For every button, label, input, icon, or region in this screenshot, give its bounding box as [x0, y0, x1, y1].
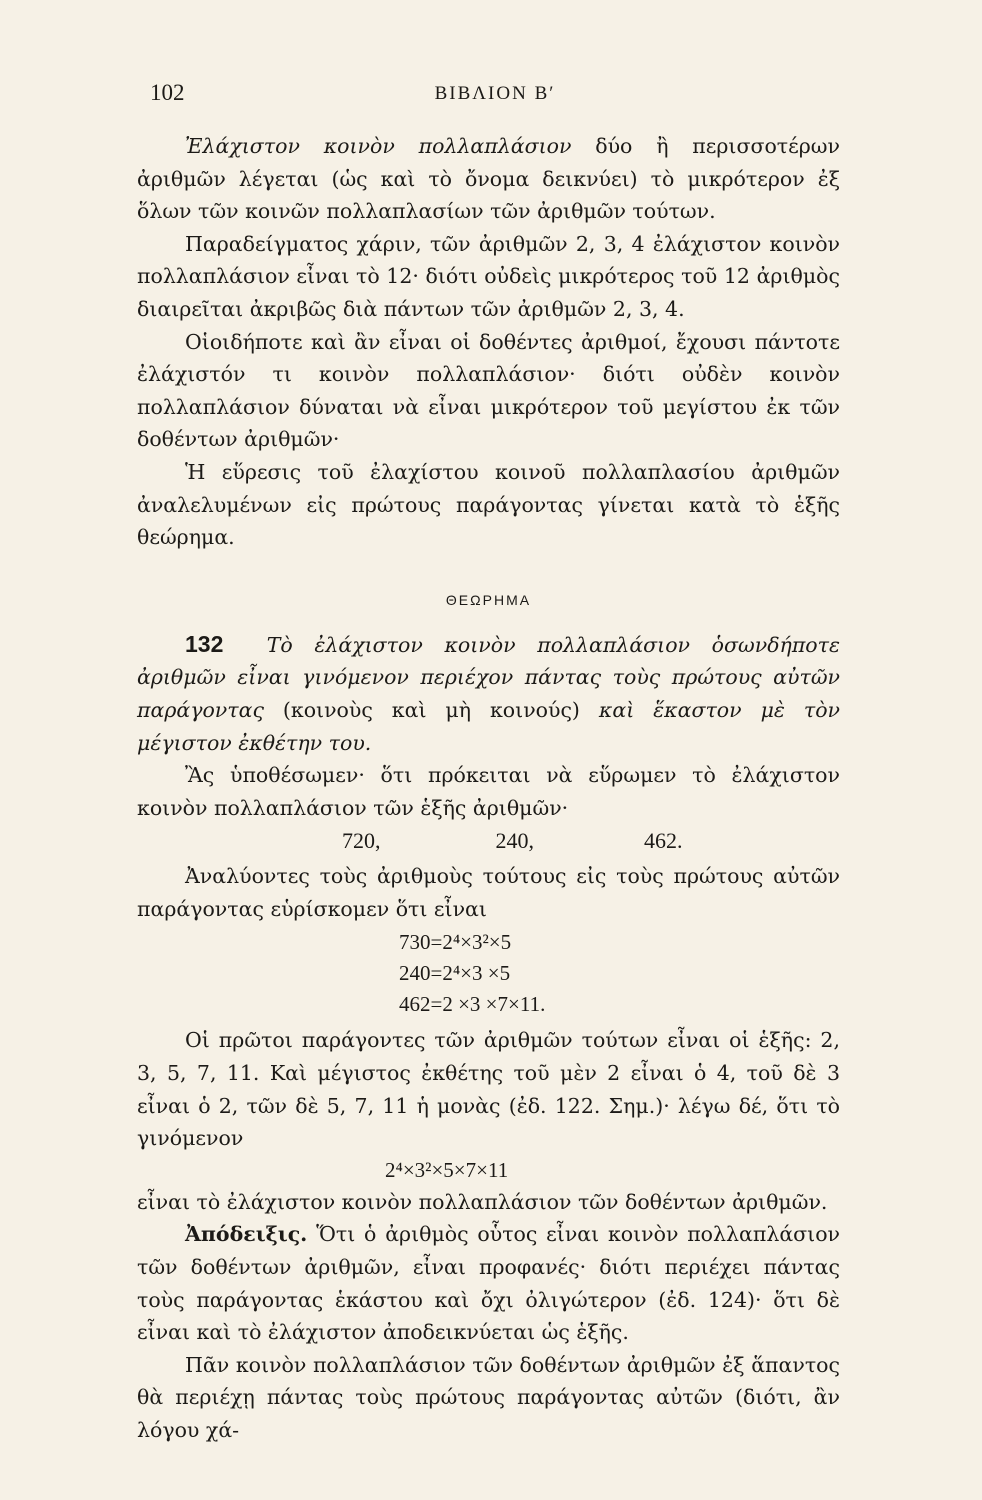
assumption-paragraph: Ἂς ὑποθέσωμεν· ὅτι πρόκειται νὰ εὕρωμεν τὸ ἐλάχιστον κοινὸν πολλαπλάσιον τῶν ἑξῆς ἀριθμῶν·	[137, 763, 840, 820]
proof-label: Ἀπόδειξις.	[185, 1222, 308, 1247]
final-paragraph: Πᾶν κοινὸν πολλαπλάσιον τῶν δοθέντων ἀριθμῶν ἐξ ἅπαντος θὰ περιέχῃ πάντας τοὺς πρώτους παράγοντας αὐτῶν (διότι, ἂν λόγου χά-	[137, 1352, 840, 1442]
factorization-line: 462=2 ×3 ×7×11.	[399, 992, 546, 1017]
defined-term: Ἐλάχιστον κοινὸν πολλαπλάσιον	[185, 134, 572, 158]
definition-paragraph	[137, 130, 840, 228]
proof-paragraph	[137, 1218, 840, 1348]
number-720: 720,	[342, 828, 381, 854]
factorization-line: 240=2⁴×3 ×5	[399, 961, 511, 986]
existence-paragraph: Οἱοιδήποτε καὶ ἂν εἶναι οἱ δοθέντες ἀριθμοί, ἔχουσι πάντοτε ἐλάχιστόν τι κοινὸν πολλαπλάσιον· διότι οὐδὲν κοινὸν πολλαπλάσιον δύναται νὰ εἶναι μικρότερον τοῦ μεγίστου ἐκ τῶν δοθέντων ἀριθμῶν·	[137, 329, 840, 452]
method-paragraph: Ἡ εὕρεσις τοῦ ἐλαχίστου κοινοῦ πολλαπλασίου ἀριθμῶν ἀναλελυμένων εἰς πρώτους παράγοντας γίνεται κατὰ τὸ ἑξῆς θεώρημα.	[137, 459, 840, 550]
page-body	[137, 130, 840, 1447]
definition-text: δύο ἢ περισσοτέρων ἀριθμῶν λέγεται (ὡς καὶ τὸ ὄνομα δεικνύει) τὸ μικρότερον ἐξ ὅλων τῶν κοινῶν πολλαπλασίων τῶν ἀριθμῶν τούτων.	[137, 134, 840, 224]
running-title: ΒΙΒΛΙΟΝ Β′	[434, 83, 556, 104]
conclusion-line: εἶναι τὸ ἐλάχιστον κοινὸν πολλαπλάσιον τῶν δοθέντων ἀριθμῶν.	[137, 1189, 828, 1214]
factorization-line: 730=2⁴×3²×5	[399, 930, 512, 955]
theorem-text-a: Τὸ ἐλάχιστον κοινὸν πολλαπλάσιον ὁσωνδήποτε ἀριθμῶν εἶναι γινόμενον περιέχον πάντας τοὺς πρώτους αὐτῶν παράγοντας	[137, 632, 840, 722]
factorization-block	[137, 927, 840, 1020]
page-number: 102	[150, 80, 185, 105]
primes-paragraph: Οἱ πρῶτοι παράγοντες τῶν ἀριθμῶν τούτων εἶναι οἱ ἑξῆς: 2, 3, 5, 7, 11. Καὶ μέγιστος ἐκθέτης τοῦ μὲν 2 εἶναι ὁ 4, τοῦ δὲ 3 εἶναι ὁ 2, τῶν δὲ 5, 7, 11 ἡ μονὰς (ἐδ. 122. Σημ.)· λέγω δέ, ὅτι τὸ γινόμενον	[137, 1028, 840, 1151]
number-240: 240,	[495, 828, 534, 854]
number-462: 462.	[644, 828, 683, 854]
decomposition-paragraph: Ἀναλύοντες τοὺς ἀριθμοὺς τούτους εἰς τοὺς πρώτους αὐτῶν παράγοντας εὑρίσκομεν ὅτι εἶναι	[137, 864, 840, 921]
page-header	[150, 80, 840, 114]
section-heading: ΘΕΩΡΗΜΑ	[445, 591, 532, 608]
example-paragraph: Παραδείγματος χάριν, τῶν ἀριθμῶν 2, 3, 4 ἐλάχιστον κοινὸν πολλαπλάσιον εἶναι τὸ 12· διότι οὐδεὶς μικρότερος τοῦ 12 ἀριθμὸς διαιρεῖται ἀκριβῶς διὰ πάντων τῶν ἀριθμῶν 2, 3, 4.	[137, 231, 840, 321]
theorem-statement	[137, 628, 840, 759]
theorem-text-b: (κοινοὺς καὶ μὴ κοινούς)	[263, 697, 599, 722]
product-line: 2⁴×3²×5×7×11	[385, 1157, 509, 1182]
proof-text: Ὅτι ὁ ἀριθμὸς οὗτος εἶναι κοινὸν πολλαπλάσιον τῶν δοθέντων ἀριθμῶν, εἶναι προφανές· διότι περιέχει πάντας τοὺς παράγοντας ἑκάστου καὶ ὄχι ὀλιγώτερον (ἐδ. 124)· ὅτι δὲ εἶναι καὶ τὸ ἐλάχιστον ἀποδεικνύεται ὡς ἑξῆς.	[137, 1222, 840, 1345]
given-numbers	[137, 826, 840, 856]
theorem-number: 132	[185, 630, 224, 657]
theorem-text-c: καὶ ἕκαστον μὲ τὸν μέγιστον ἐκθέτην του.	[137, 697, 840, 755]
